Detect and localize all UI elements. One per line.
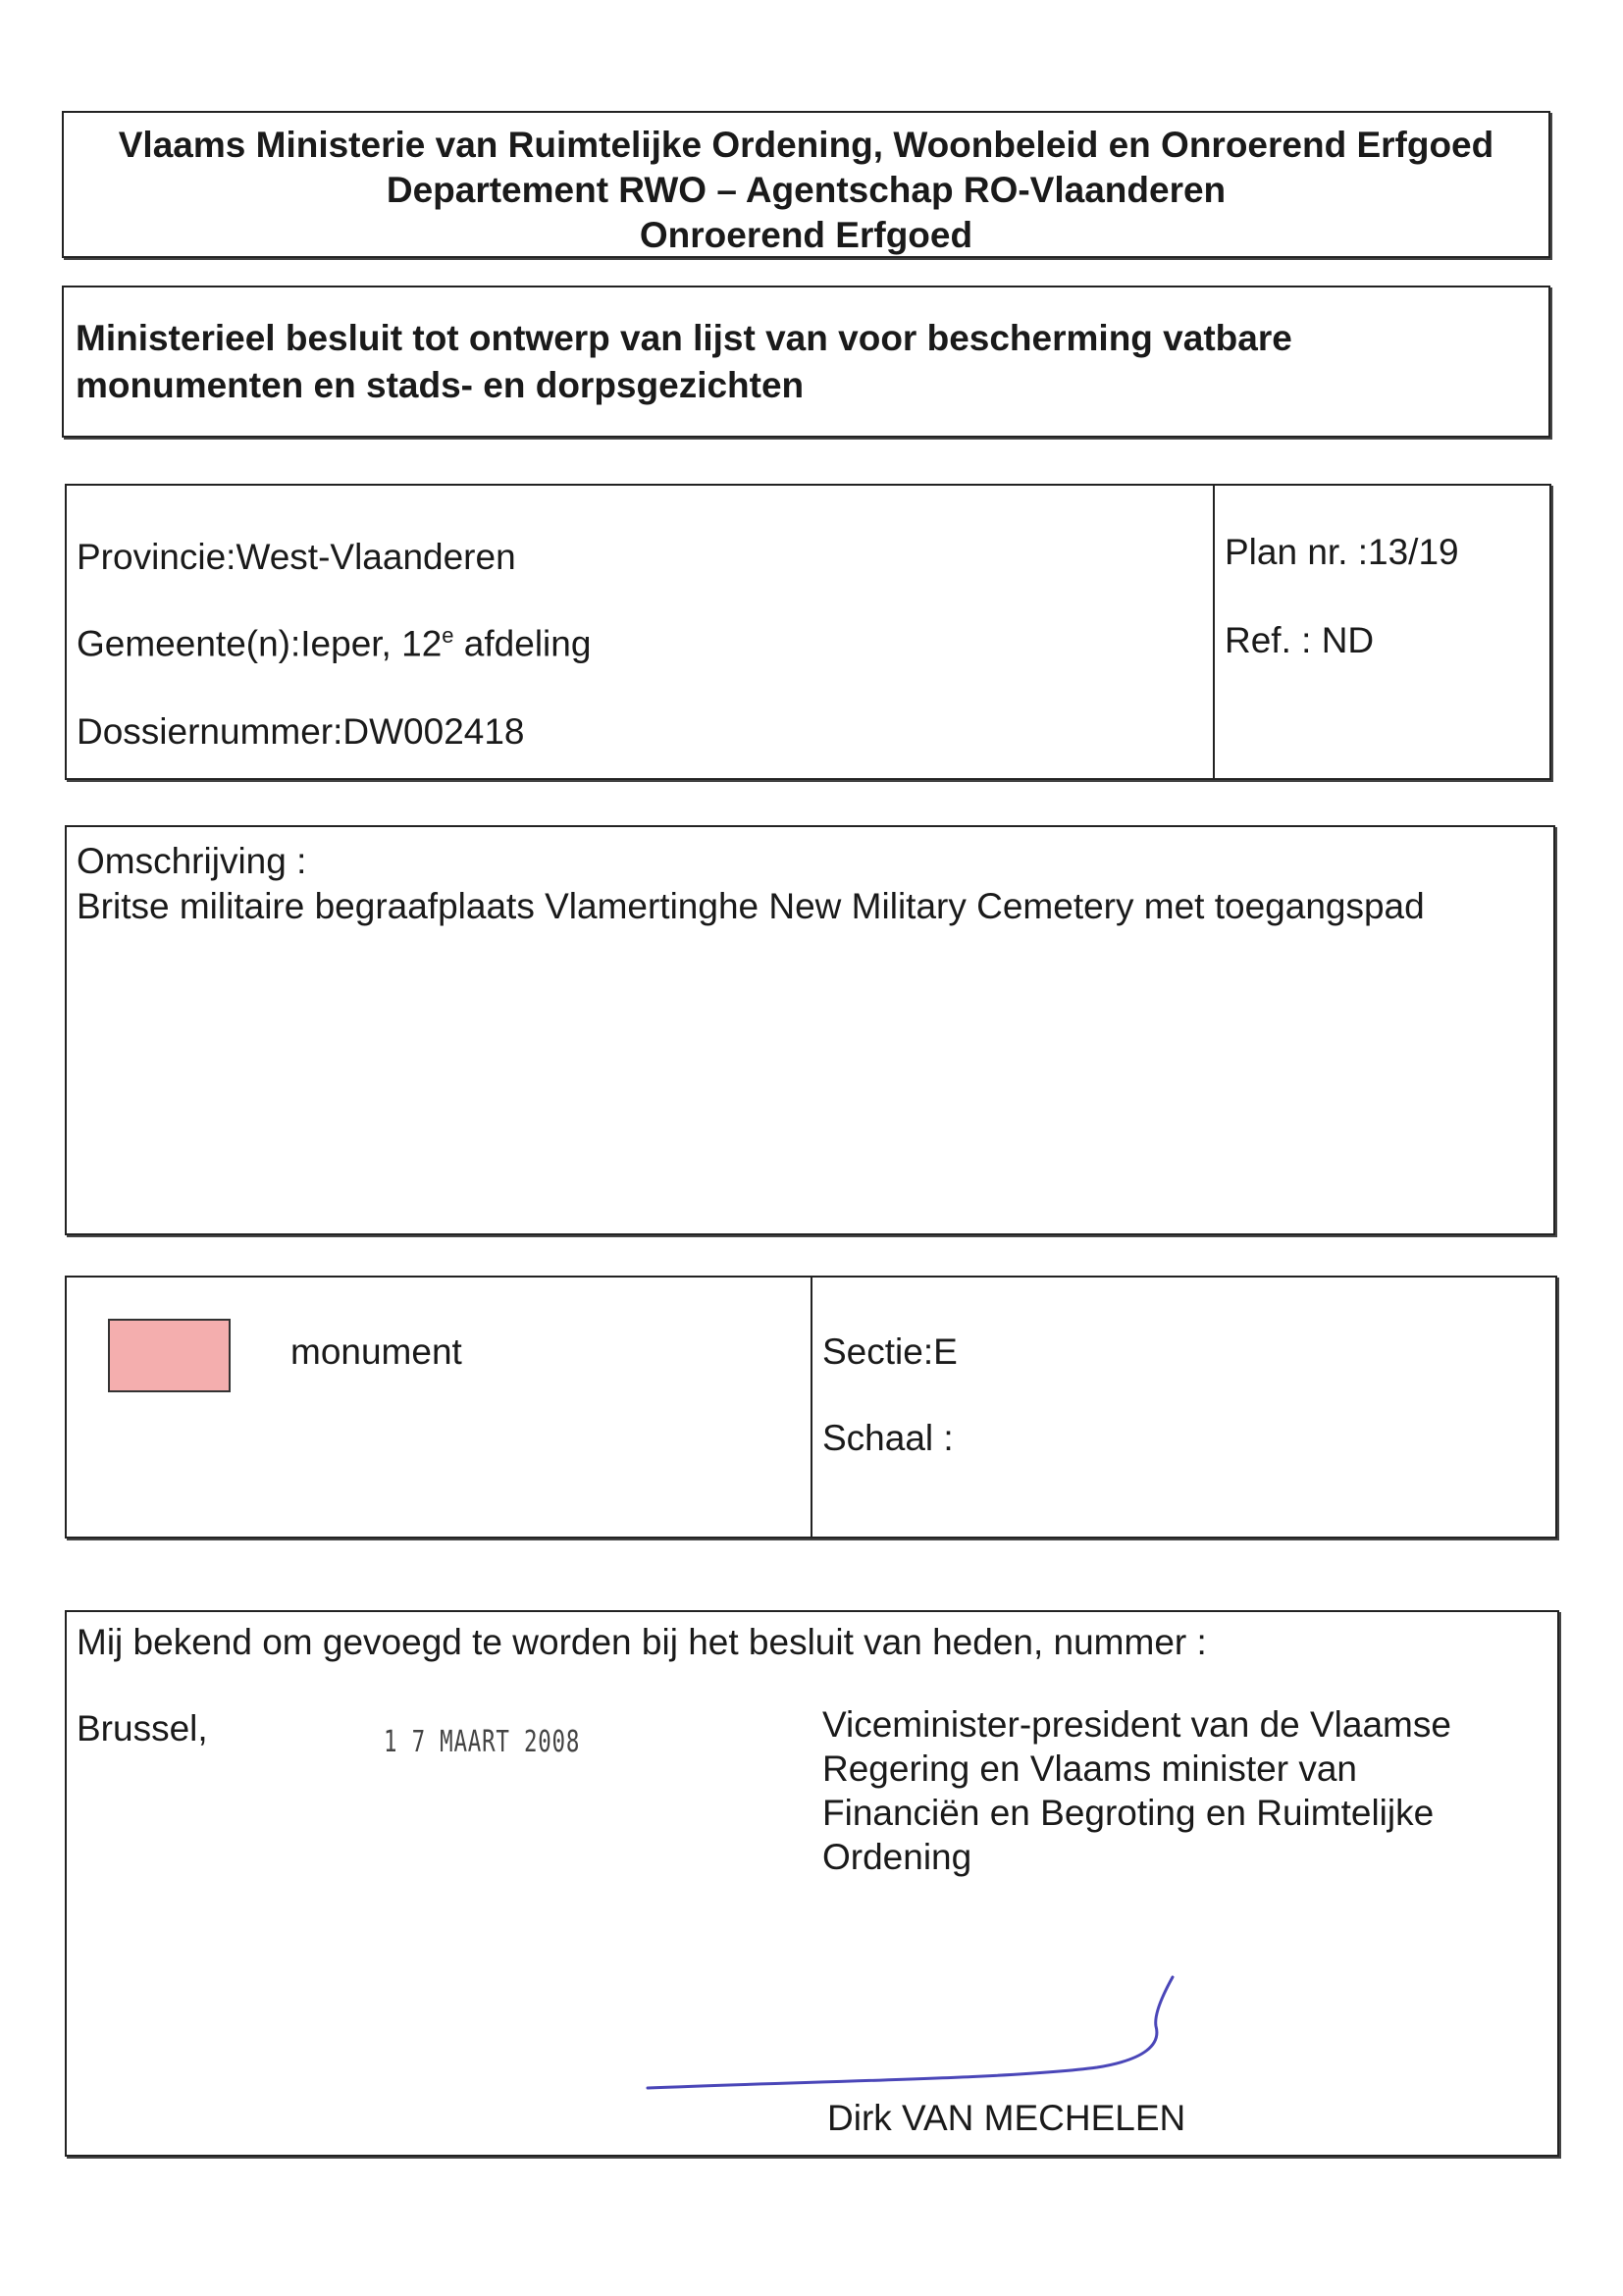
signatory-role-line-1: Viceminister-president van de Vlaamse: [822, 1704, 1451, 1745]
date-stamp: 1 7 MAART 2008: [384, 1725, 581, 1759]
sectie-field: Sectie:E: [822, 1331, 958, 1372]
gemeente-field: [77, 623, 591, 664]
signature-place: Brussel,: [77, 1708, 208, 1748]
monument-swatch: [108, 1319, 231, 1392]
schaal-field: Schaal :: [822, 1418, 954, 1458]
description-text: Britse militaire begraafplaats Vlamertinghe New Military Cemetery met toegangspad: [77, 886, 1425, 926]
monument-label: monument: [290, 1331, 462, 1372]
location-info-box: [65, 484, 1551, 780]
signatory-role-line-2: Regering en Vlaams minister van: [822, 1748, 1357, 1789]
signatory-name: Dirk VAN MECHELEN: [827, 2098, 1186, 2138]
ministry-name: Vlaams Ministerie van Ruimtelijke Ordening, Woonbeleid en Onroerend Erfgoed: [118, 125, 1494, 165]
legend-box: [65, 1276, 1557, 1539]
ministry-header: [62, 111, 1550, 258]
plan-number-field: Plan nr. :13/19: [1225, 532, 1459, 572]
gemeente-superscript: e: [442, 623, 454, 648]
location-info-left: [67, 486, 1215, 778]
signature-intro: Mij bekend om gevoegd te worden bij het besluit van heden, nummer :: [77, 1622, 1207, 1662]
signatory-role: [822, 1702, 1451, 1879]
decree-title-line-1: Ministerieel besluit tot ontwerp van lijst van voor bescherming vatbare: [76, 318, 1292, 358]
department-name: Departement RWO – Agentschap RO-Vlaanderen: [386, 170, 1227, 210]
legend-left: [67, 1278, 812, 1537]
decree-title-line-2: monumenten en stads- en dorpsgezichten: [76, 365, 805, 405]
description-box: [65, 825, 1555, 1235]
signatory-role-line-4: Ordening: [822, 1837, 972, 1877]
gemeente-text: Gemeente(n):Ieper, 12: [77, 623, 443, 664]
signatory-role-line-3: Financiën en Begroting en Ruimtelijke: [822, 1793, 1435, 1833]
reference-field: Ref. : ND: [1225, 620, 1375, 660]
gemeente-suffix: afdeling: [453, 623, 592, 664]
signature-box: [65, 1610, 1559, 2157]
provincie-field: Provincie:West-Vlaanderen: [77, 537, 516, 577]
agency-name: Onroerend Erfgoed: [639, 215, 973, 255]
description-label: Omschrijving :: [77, 841, 307, 881]
decree-title-box: [62, 286, 1550, 438]
location-info-right: [1215, 486, 1549, 778]
handwritten-signature: [636, 1965, 1185, 2103]
dossier-field: Dossiernummer:DW002418: [77, 711, 525, 752]
